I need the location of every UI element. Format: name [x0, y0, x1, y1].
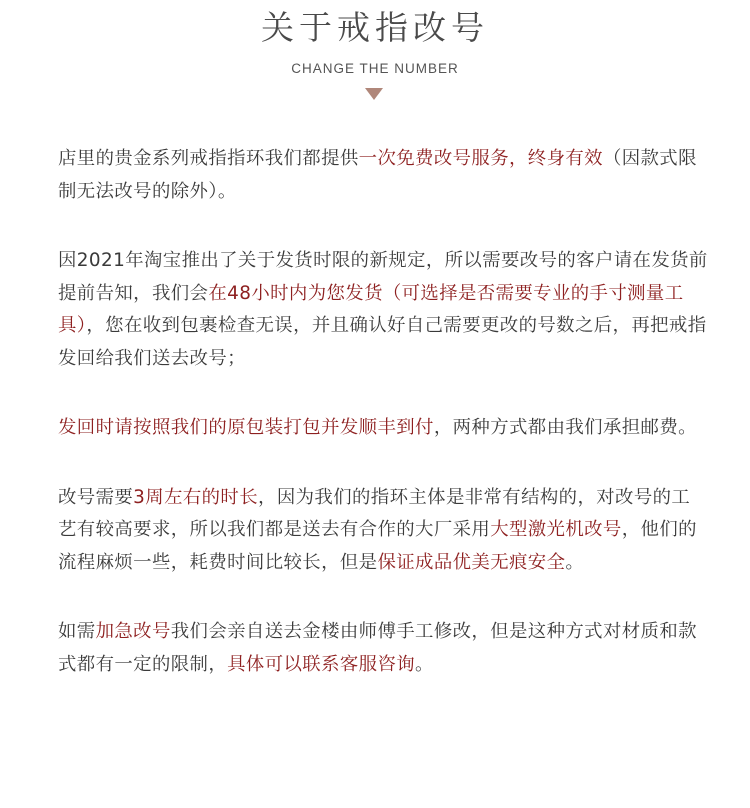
triangle-down-icon — [365, 88, 383, 100]
paragraph-shipping-rule — [58, 245, 708, 375]
page-title: 关于戒指改号 — [261, 8, 489, 47]
body-text: 因2021年淘宝推出了关于发货时限的新规定，所以需要改号的客户请在发货前提前告知，我们会 — [58, 250, 708, 304]
body-text: ，两种方式都由我们承担邮费。 — [433, 417, 697, 438]
highlighted-text: 大型激光机改号 — [490, 519, 622, 540]
body-text: 改号需要 — [58, 486, 134, 508]
policy-content — [58, 143, 708, 718]
highlighted-text: 3周左右的时长 — [133, 486, 259, 508]
highlighted-text: 加急改号 — [95, 621, 171, 642]
body-text: 。 — [565, 551, 585, 573]
body-text: 店里的贵金系列戒指指环我们都提供 — [58, 148, 359, 169]
body-text: 。 — [415, 653, 434, 675]
paragraph-free-resize — [58, 143, 708, 208]
body-text: ，您在收到包裹检查无误，并且确认好自己需要更改的号数之后，再把戒指发回给我们送去改号； — [58, 315, 707, 369]
highlighted-text: 保证成品优美无痕安全 — [377, 551, 566, 573]
paragraph-urgent-resize — [58, 616, 708, 681]
highlighted-text: 在48小时内为您发货（可选择是否需要专业的手寸测量工具） — [58, 282, 684, 336]
body-text: ，因为我们的指环主体是非常有结构的，对改号的工艺有较高要求，所以我们都是送去有合作的大厂采用 — [58, 486, 691, 540]
highlighted-text: 一次免费改号服务，终身有效 — [358, 148, 603, 169]
body-text: 如需 — [58, 621, 96, 642]
page-subtitle: CHANGE THE NUMBER — [291, 61, 459, 76]
paragraph-resize-duration — [58, 482, 708, 580]
paragraph-return-shipping — [58, 412, 708, 445]
highlighted-text: 发回时请按照我们的原包装打包并发顺丰到付 — [58, 417, 434, 438]
body-text: （因款式限制无法改号的除外）。 — [58, 148, 697, 202]
highlighted-text: 具体可以联系客服咨询 — [227, 653, 416, 675]
body-text: 我们会亲自送去金楼由师傅手工修改，但是这种方式对材质和款式都有一定的限制， — [58, 621, 697, 675]
body-text: ，他们的流程麻烦一些，耗费时间比较长，但是 — [58, 519, 697, 573]
